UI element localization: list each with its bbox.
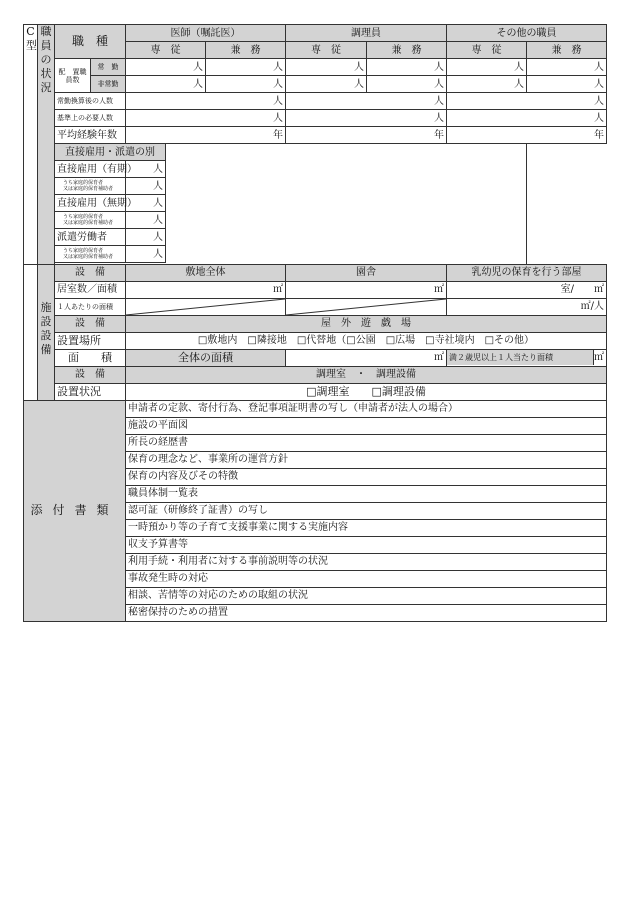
- cell-building-per-person: [286, 298, 447, 315]
- cell-doc-fte[interactable]: 人: [126, 93, 286, 110]
- cell-other-full-reg[interactable]: 人: [447, 59, 527, 76]
- cell-doc-full-non[interactable]: 人: [126, 76, 206, 93]
- sub-fulltime: 専 従: [286, 42, 367, 59]
- attachment-item: 一時預かり等の子育て支援事業に関する実施内容: [126, 519, 607, 536]
- dispatch-label: 派遣労働者: [55, 229, 126, 246]
- group-cook: 調理員: [286, 25, 447, 42]
- employment-header: 直接雇用・派遣の別: [55, 144, 166, 161]
- sub-parttime: 兼 務: [367, 42, 447, 59]
- attachment-item: 認可証（研修終了証書）の写し: [126, 502, 607, 519]
- location-label: 設置場所: [55, 332, 126, 349]
- required-label: 基準上の必要人数: [55, 110, 126, 127]
- col-site: 敷地全体: [126, 264, 286, 281]
- cell-doc-part-reg[interactable]: 人: [206, 59, 286, 76]
- cell-doc-years[interactable]: 年: [126, 127, 286, 144]
- type-label: C型: [24, 25, 38, 265]
- facility-side-label: 施設設備: [38, 264, 55, 400]
- sub-fulltime: 専 従: [126, 42, 206, 59]
- kind-label: 職 種: [55, 25, 126, 59]
- attachment-item: 職員体制一覧表: [126, 485, 607, 502]
- attachment-item: 秘密保持のための措置: [126, 604, 607, 621]
- area-label: 面 積: [55, 349, 126, 366]
- cell-doc-req[interactable]: 人: [126, 110, 286, 127]
- room-area-label: 居室数／面積: [55, 281, 126, 298]
- attachment-item: 事故発生時の対応: [126, 570, 607, 587]
- cell-direct-fixed[interactable]: 人: [126, 161, 166, 178]
- cell-other-fte[interactable]: 人: [447, 93, 607, 110]
- nonregular-label: 非常勤: [91, 76, 126, 93]
- placement-label: 配 置職員数: [55, 59, 91, 93]
- cell-cook-req[interactable]: 人: [286, 110, 447, 127]
- facility-table: [23, 264, 607, 401]
- cell-total-area[interactable]: ㎡: [286, 349, 447, 366]
- cell-other-part-reg[interactable]: 人: [527, 59, 607, 76]
- attachment-item: 利用手続・利用者に対する事前説明等の状況: [126, 553, 607, 570]
- equip-label: 設 備: [55, 264, 126, 281]
- cell-dispatch[interactable]: 人: [126, 229, 166, 246]
- cell-other-req[interactable]: 人: [447, 110, 607, 127]
- equip-label-2: 設 備: [55, 315, 126, 332]
- per-child-label: 満２歳児以上１人当たり面積: [447, 350, 594, 365]
- cell-direct-fixed-home[interactable]: 人: [126, 178, 166, 195]
- per-person-label: １人あたりの面積: [55, 298, 126, 315]
- cell-dispatch-home[interactable]: 人: [126, 246, 166, 263]
- attachment-item: 収支予算書等: [126, 536, 607, 553]
- attachment-item: 相談、苦情等の対応のための取組の状況: [126, 587, 607, 604]
- avg-years-label: 平均経験年数: [55, 127, 126, 144]
- cell-per-child[interactable]: ㎡: [594, 352, 604, 363]
- attachments-table: [23, 400, 607, 622]
- regular-label: 常 勤: [91, 59, 126, 76]
- cell-other-full-non[interactable]: 人: [447, 76, 527, 93]
- direct-open-note: うち家庭的保育者 又は家庭的保育補助者: [55, 212, 126, 229]
- col-building: 園舎: [286, 264, 447, 281]
- cell-cook-full-reg[interactable]: 人: [286, 59, 367, 76]
- cell-cook-part-non[interactable]: 人: [367, 76, 447, 93]
- direct-open-label: 直接雇用（無期）: [55, 195, 126, 212]
- cell-site-area[interactable]: ㎡: [126, 281, 286, 298]
- group-doctor: 医師（嘱託医）: [126, 25, 286, 42]
- attachment-item: 申請者の定款、寄付行為、登記事項証明書の写し（申請者が法人の場合）: [126, 400, 607, 417]
- staff-table: [23, 24, 607, 265]
- attachments-label: 添付書類: [24, 400, 126, 621]
- location-options[interactable]: □敷地内 □隣接地 □代替地（□公園 □広場 □寺社境内 □その他）: [126, 332, 607, 349]
- cell-direct-open-home[interactable]: 人: [126, 212, 166, 229]
- kitchen-options[interactable]: □調理室 □調理設備: [126, 383, 607, 400]
- cell-room-area[interactable]: 室/ ㎡: [447, 281, 607, 298]
- playground-header: 屋 外 遊 戯 場: [126, 315, 607, 332]
- direct-fixed-label: 直接雇用（有期）: [55, 161, 126, 178]
- cell-site-per-person: [126, 298, 286, 315]
- group-other: その他の職員: [447, 25, 607, 42]
- cell-room-per-person[interactable]: ㎡/人: [447, 298, 607, 315]
- sub-fulltime: 専 従: [447, 42, 527, 59]
- cell-direct-open[interactable]: 人: [126, 195, 166, 212]
- attachment-item: 所長の経歴書: [126, 434, 607, 451]
- total-area-label: 全体の面積: [126, 349, 286, 366]
- cell-other-years[interactable]: 年: [447, 127, 607, 144]
- attachment-item: 保育の内容及びその特徴: [126, 468, 607, 485]
- kitchen-header: 調理室 ・ 調理設備: [126, 366, 607, 383]
- staff-side-label: 職員の状況: [38, 25, 55, 265]
- application-form: [23, 24, 606, 622]
- cell-doc-full-reg[interactable]: 人: [126, 59, 206, 76]
- cell-cook-fte[interactable]: 人: [286, 93, 447, 110]
- fte-label: 常勤換算後の人数: [55, 93, 126, 110]
- sub-parttime: 兼 務: [527, 42, 607, 59]
- equip-label-3: 設 備: [55, 366, 126, 383]
- cell-other-part-non[interactable]: 人: [527, 76, 607, 93]
- cell-cook-years[interactable]: 年: [286, 127, 447, 144]
- cell-doc-part-non[interactable]: 人: [206, 76, 286, 93]
- cell-cook-part-reg[interactable]: 人: [367, 59, 447, 76]
- col-room: 乳幼児の保育を行う部屋: [447, 264, 607, 281]
- direct-fixed-note: うち家庭的保育者 又は家庭的保育補助者: [55, 178, 126, 195]
- cell-cook-full-non[interactable]: 人: [286, 76, 367, 93]
- sub-parttime: 兼 務: [206, 42, 286, 59]
- attachment-item: 施設の平面図: [126, 417, 607, 434]
- dispatch-note: うち家庭的保育者 又は家庭的保育補助者: [55, 246, 126, 263]
- status-label: 設置状況: [55, 383, 126, 400]
- cell-building-area[interactable]: ㎡: [286, 281, 447, 298]
- attachment-item: 保育の理念など、事業所の運営方針: [126, 451, 607, 468]
